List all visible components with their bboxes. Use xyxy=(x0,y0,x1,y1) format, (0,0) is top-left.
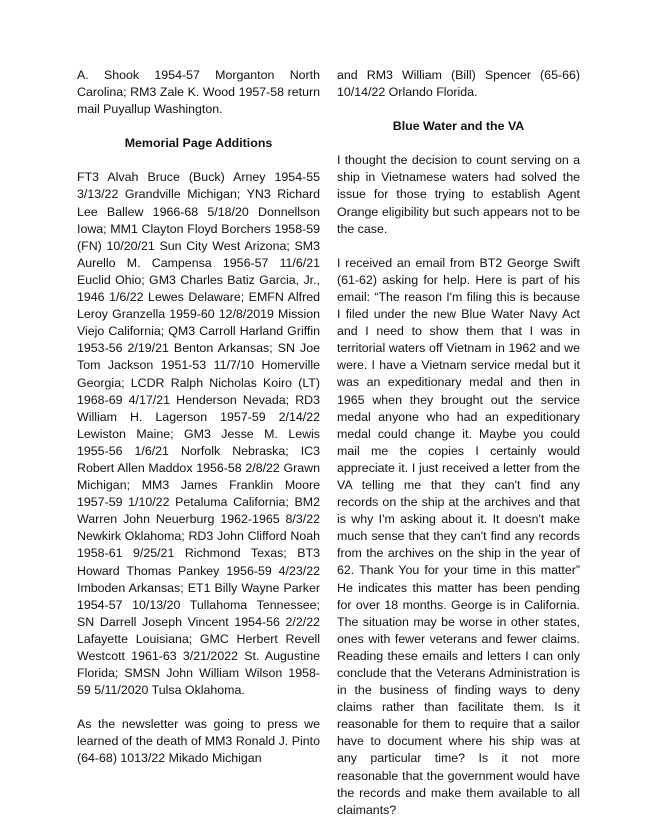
left-column xyxy=(77,67,320,768)
continuation-paragraph: and RM3 William (Bill) Spencer (65-66) 10/14/22 Orlando Florida. xyxy=(337,68,580,100)
blue-water-heading: Blue Water and the VA xyxy=(392,119,525,134)
memorial-list-paragraph: FT3 Alvah Bruce (Buck) Arney 1954-55 3/13/22 Grandville Michigan; YN3 Richard Lee Ballew 1966-68 5/18/20 Donnellson Iowa; MM1 Clayton Floyd Borchers 1958-59 (FN) 10/20/21 Sun City West Arizona; SM3 Aurello M. Campensa 1956-57 11/6/21 Euclid Ohio; GM3 Charles Batiz Garcia, Jr., 1946 1/6/22 Lewes Delaware; EMFN Alfred Leroy Granzella 1959-60 12/8/2019 Mission Viejo California; QM3 Carroll Harland Griffin 1953-56 2/19/21 Benton Arkansas; SN Joe Tom Jackson 1951-53 11/7/10 Homerville Georgia; LCDR Ralph Nicholas Koiro (LT) 1968-69 4/17/21 Henderson Nevada; RD3 William H. Lagerson 1957-59 2/14/22 Lewiston Maine; GM3 Jesse M. Lewis 1955-56 1/6/21 Norfolk Nebraska; IC3 Robert Allen Maddox 1956-58 2/8/22 Grawn Michigan; MM3 James Franklin Moore 1957-59 1/10/22 Petaluma California; BM2 Warren John Neuerburg 1962-1965 8/3/22 Newkirk Oklahoma; RD3 John Clifford Noah 1958-61 9/25/21 Richmond Texas; BT3 Howard Thomas Pankey 1956-59 4/23/22 Imboden Arkansas; ET1 Billy Wayne Parker 1954-57 10/13/20 Tullahoma Tennessee; SN Darrell Joseph Vincent 1954-56 2/2/22 Lafayette Louisiana; GMC Herbert Revell Westcott 1961-63 3/21/2022 St. Augustine Florida; SMSN John William Wilson 1958-59 5/11/2020 Tulsa Oklahoma. xyxy=(77,170,320,698)
right-column xyxy=(337,67,580,819)
blue-water-paragraph-2: I received an email from BT2 George Swift (61-62) asking for help. Here is part of his email: “The reason I'm filing this is because I filed under the new Blue Water Navy Act and I need to show them that I was in territorial waters off Vietnam in 1962 and we were. I have a Vietnam service medal but it was an expeditionary medal and then in 1965 when they brought out the service medal anyone who had an expeditionary medal could change it. Maybe you could mail me the copies I certainly would appreciate it. I just received a letter from the VA telling me that they can't find any records on the ship at the archives and that is why I'm asking about it. It doesn't make much sense that they can't find any records from the archives on the ship in the year of 62. Thank You for your time in this matter” He indicates this matter has been pending for over 18 months. George is in California. The situation may be worse in other states, ones with fewer veterans and fewer claims. Reading these emails and letters I can only conclude that the Veterans Administration is in the business of finding ways to deny claims rather than facilitate them. Is it reasonable for them to require that a sailor have to document where his ship was at any particular time? Is it not more reasonable that the government would have the records and make them available to all claimants? xyxy=(337,255,580,817)
blue-water-paragraph-1: I thought the decision to count serving on a ship in Vietnamese waters had solved the issue for those trying to establish Agent Orange eligibility but such appears not to be the case. xyxy=(337,153,580,236)
intro-paragraph: A. Shook 1954-57 Morganton North Carolina; RM3 Zale K. Wood 1957-58 return mail Puyallup Washington. xyxy=(77,68,320,117)
press-note-paragraph: As the newsletter was going to press we learned of the death of MM3 Ronald J. Pinto (64-68) 1013/22 Mikado Michigan xyxy=(77,717,320,766)
memorial-heading: Memorial Page Additions xyxy=(124,136,273,151)
